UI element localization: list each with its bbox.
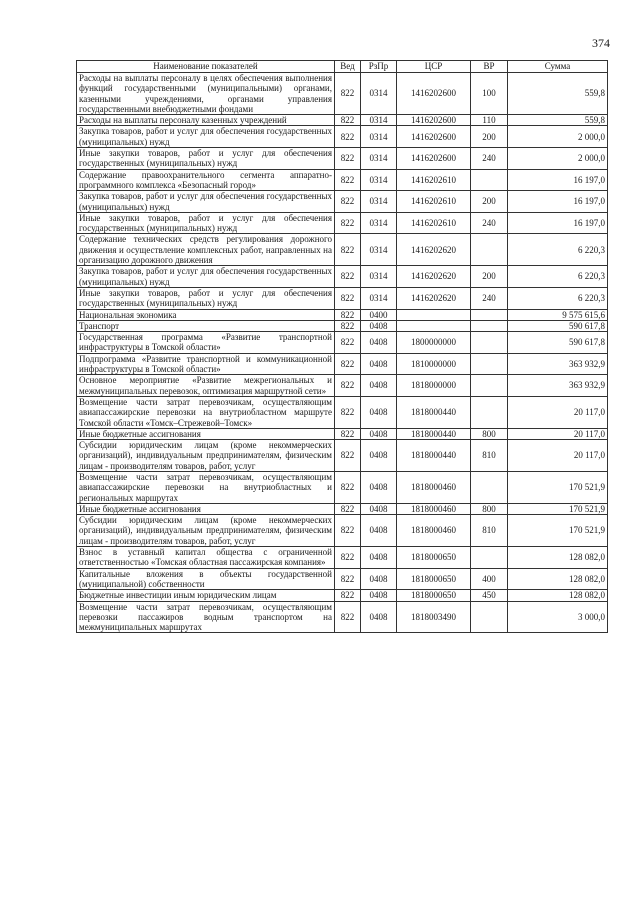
cell-name: Расходы на выплаты персоналу казенных учреждений [77,115,335,126]
table-row [77,568,608,590]
cell-ved: 822 [335,126,361,148]
cell-sum: 170 521,9 [508,471,608,503]
cell-sum: 6 220,3 [508,287,608,309]
cell-name: Капитальные вложения в объекты государственной (муниципальной) собственности [77,568,335,590]
cell-rzpr: 0408 [361,503,397,514]
cell-sum: 363 932,9 [508,353,608,375]
cell-vr [471,320,508,331]
cell-vr [471,353,508,375]
cell-name: Государственная программа «Развитие транспортной инфраструктуры в Томской области» [77,332,335,354]
cell-vr: 240 [471,212,508,234]
header-sum: Сумма [508,61,608,73]
cell-ved: 822 [335,212,361,234]
cell-vr [471,471,508,503]
cell-rzpr: 0408 [361,396,397,428]
cell-csr: 1810000000 [397,353,471,375]
cell-sum: 16 197,0 [508,212,608,234]
cell-rzpr: 0314 [361,266,397,288]
cell-sum: 128 082,0 [508,568,608,590]
cell-csr: 1416202600 [397,73,471,115]
cell-csr: 1818000460 [397,515,471,547]
table-body [77,73,608,633]
cell-ved: 822 [335,503,361,514]
cell-csr: 1818000000 [397,375,471,397]
cell-ved: 822 [335,169,361,191]
cell-rzpr: 0408 [361,568,397,590]
cell-sum: 16 197,0 [508,169,608,191]
cell-vr: 200 [471,191,508,213]
cell-name: Бюджетные инвестиции иным юридическим лицам [77,590,335,601]
cell-rzpr: 0400 [361,309,397,320]
cell-name: Подпрограмма «Развитие транспортной и коммуникационной инфраструктуры в Томской области» [77,353,335,375]
cell-rzpr: 0314 [361,115,397,126]
cell-csr: 1818000460 [397,503,471,514]
cell-rzpr: 0408 [361,547,397,569]
table-row [77,320,608,331]
cell-sum: 6 220,3 [508,234,608,266]
cell-rzpr: 0408 [361,515,397,547]
table-row [77,148,608,170]
cell-ved: 822 [335,396,361,428]
cell-name: Иные закупки товаров, работ и услуг для обеспечения государственных (муниципальных) нужд [77,287,335,309]
cell-sum: 2 000,0 [508,148,608,170]
table-row [77,212,608,234]
cell-sum: 559,8 [508,73,608,115]
table-row [77,440,608,472]
cell-ved: 822 [335,73,361,115]
cell-sum: 20 117,0 [508,440,608,472]
cell-name: Закупка товаров, работ и услуг для обеспечения государственных (муниципальных) нужд [77,266,335,288]
table-row [77,515,608,547]
cell-name: Иные бюджетные ассигнования [77,428,335,439]
cell-name: Взнос в уставный капитал общества с ограниченной ответственностью «Томская областная пассажирская компания» [77,547,335,569]
cell-vr: 240 [471,148,508,170]
cell-ved: 822 [335,191,361,213]
cell-sum: 559,8 [508,115,608,126]
cell-sum: 128 082,0 [508,590,608,601]
table-row [77,266,608,288]
cell-csr: 1818003490 [397,601,471,633]
table-row [77,309,608,320]
table-row [77,547,608,569]
table-row [77,601,608,633]
budget-table [76,60,608,633]
table-row [77,471,608,503]
cell-name: Расходы на выплаты персоналу в целях обеспечения выполнения функций государственными (муниципальными) органами, казенными учреждениями, органами управления государственными внебюджетными фондами [77,73,335,115]
cell-sum: 16 197,0 [508,191,608,213]
cell-vr [471,375,508,397]
table-row [77,428,608,439]
cell-rzpr: 0314 [361,148,397,170]
cell-sum: 20 117,0 [508,396,608,428]
cell-rzpr: 0314 [361,126,397,148]
cell-vr: 400 [471,568,508,590]
cell-name: Содержание технических средств регулирования дорожного движения и осуществление комплексных работ, направленных на организацию дорожного движения [77,234,335,266]
cell-sum: 590 617,8 [508,332,608,354]
cell-vr [471,396,508,428]
cell-csr: 1416202610 [397,212,471,234]
cell-rzpr: 0408 [361,320,397,331]
cell-rzpr: 0408 [361,440,397,472]
cell-csr: 1818000460 [397,471,471,503]
cell-rzpr: 0314 [361,234,397,266]
cell-vr: 810 [471,440,508,472]
table-row [77,332,608,354]
table-row [77,353,608,375]
cell-ved: 822 [335,440,361,472]
cell-ved: 822 [335,309,361,320]
cell-ved: 822 [335,115,361,126]
cell-vr: 100 [471,73,508,115]
cell-rzpr: 0408 [361,332,397,354]
cell-csr [397,309,471,320]
cell-vr: 110 [471,115,508,126]
cell-sum: 20 117,0 [508,428,608,439]
cell-sum: 2 000,0 [508,126,608,148]
cell-rzpr: 0408 [361,428,397,439]
cell-ved: 822 [335,471,361,503]
cell-name: Иные закупки товаров, работ и услуг для обеспечения государственных (муниципальных) нужд [77,212,335,234]
cell-ved: 822 [335,515,361,547]
cell-rzpr: 0408 [361,353,397,375]
cell-ved: 822 [335,234,361,266]
cell-ved: 822 [335,601,361,633]
cell-name: Возмещение части затрат перевозчикам, осуществляющим авиапассажирские перевозки на внутриобластных и региональных маршрутах [77,471,335,503]
cell-ved: 822 [335,148,361,170]
cell-csr: 1416202600 [397,148,471,170]
header-csr: ЦСР [397,61,471,73]
cell-name: Национальная экономика [77,309,335,320]
cell-csr: 1416202610 [397,169,471,191]
cell-csr: 1416202620 [397,234,471,266]
table-row [77,287,608,309]
table-row [77,169,608,191]
cell-rzpr: 0408 [361,601,397,633]
cell-vr: 810 [471,515,508,547]
cell-sum: 9 575 615,6 [508,309,608,320]
cell-name: Содержание правоохранительного сегмента аппаратно-программного комплекса «Безопасный город» [77,169,335,191]
cell-vr: 240 [471,287,508,309]
table-row [77,234,608,266]
cell-rzpr: 0314 [361,191,397,213]
cell-vr: 200 [471,126,508,148]
cell-vr [471,309,508,320]
cell-csr: 1818000440 [397,428,471,439]
cell-rzpr: 0314 [361,212,397,234]
table-row [77,191,608,213]
cell-name: Основное мероприятие «Развитие межрегиональных и межмуниципальных перевозок, оптимизация маршрутной сети» [77,375,335,397]
cell-rzpr: 0408 [361,375,397,397]
cell-name: Субсидии юридическим лицам (кроме некоммерческих организаций), индивидуальным предпринимателям, физическим лицам - производителям товаров, работ, услуг [77,440,335,472]
cell-sum: 170 521,9 [508,515,608,547]
cell-ved: 822 [335,547,361,569]
table-row [77,126,608,148]
cell-vr [471,234,508,266]
header-rzpr: РзПр [361,61,397,73]
cell-name: Транспорт [77,320,335,331]
cell-name: Возмещение части затрат перевозчикам, осуществляющим перевозки пассажиров водным транспортом на межмуниципальных маршрутах [77,601,335,633]
table-row [77,503,608,514]
cell-vr [471,547,508,569]
cell-ved: 822 [335,568,361,590]
cell-ved: 822 [335,320,361,331]
cell-rzpr: 0314 [361,169,397,191]
cell-ved: 822 [335,332,361,354]
cell-csr: 1818000650 [397,547,471,569]
cell-ved: 822 [335,266,361,288]
cell-csr: 1416202620 [397,287,471,309]
header-vr: ВР [471,61,508,73]
cell-rzpr: 0408 [361,471,397,503]
cell-rzpr: 0408 [361,590,397,601]
cell-rzpr: 0314 [361,287,397,309]
cell-csr [397,320,471,331]
table-header-row [77,61,608,73]
cell-ved: 822 [335,375,361,397]
cell-vr [471,332,508,354]
cell-sum: 3 000,0 [508,601,608,633]
table-row [77,375,608,397]
cell-vr: 200 [471,266,508,288]
table-row [77,590,608,601]
header-ved: Вед [335,61,361,73]
cell-name: Субсидии юридическим лицам (кроме некоммерческих организаций), индивидуальным предпринимателям, физическим лицам - производителям товаров, работ, услуг [77,515,335,547]
cell-csr: 1818000440 [397,440,471,472]
cell-vr [471,169,508,191]
cell-ved: 822 [335,428,361,439]
cell-name: Возмещение части затрат перевозчикам, осуществляющим авиапассажирские перевозки на внутриобластном маршруте Томской области «Томск–Стрежевой–Томск» [77,396,335,428]
table-row [77,396,608,428]
cell-sum: 590 617,8 [508,320,608,331]
cell-name: Закупка товаров, работ и услуг для обеспечения государственных (муниципальных) нужд [77,126,335,148]
cell-csr: 1818000440 [397,396,471,428]
cell-name: Закупка товаров, работ и услуг для обеспечения государственных (муниципальных) нужд [77,191,335,213]
cell-ved: 822 [335,590,361,601]
cell-name: Иные закупки товаров, работ и услуг для обеспечения государственных (муниципальных) нужд [77,148,335,170]
cell-vr: 450 [471,590,508,601]
table-row [77,73,608,115]
cell-sum: 128 082,0 [508,547,608,569]
cell-vr: 800 [471,503,508,514]
cell-csr: 1818000650 [397,568,471,590]
cell-csr: 1416202600 [397,115,471,126]
cell-ved: 822 [335,287,361,309]
cell-sum: 6 220,3 [508,266,608,288]
cell-csr: 1818000650 [397,590,471,601]
page-number: 374 [592,36,610,50]
cell-vr [471,601,508,633]
cell-name: Иные бюджетные ассигнования [77,503,335,514]
cell-csr: 1800000000 [397,332,471,354]
cell-sum: 170 521,9 [508,503,608,514]
cell-csr: 1416202610 [397,191,471,213]
cell-ved: 822 [335,353,361,375]
cell-sum: 363 932,9 [508,375,608,397]
cell-csr: 1416202620 [397,266,471,288]
table-row [77,115,608,126]
cell-vr: 800 [471,428,508,439]
cell-csr: 1416202600 [397,126,471,148]
cell-rzpr: 0314 [361,73,397,115]
header-name: Наименование показателей [77,61,335,73]
